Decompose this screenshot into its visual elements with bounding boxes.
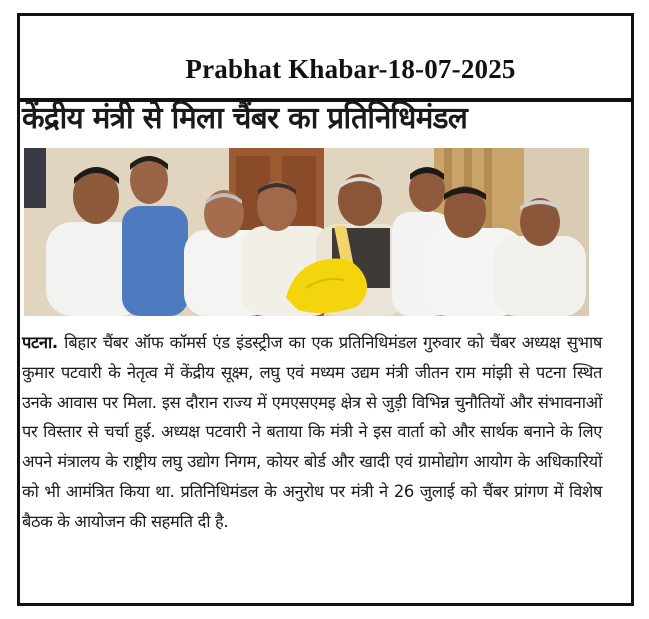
article-text: बिहार चैंबर ऑफ कॉमर्स एंड इंडस्ट्रीज का एक प्रतिनिधिमंडल गुरुवार को चैंबर अध्यक्ष सुभाष कुमार पटवारी के नेतृत्व में केंद्रीय सूक्ष्म, लघु एवं मध्यम उद्यम मंत्री जीतन राम मांझी से पटना स्थित उनके आवास पर मिला. इस दौरान राज्य में एमएसएमइ क्षेत्र से जुड़ी विभिन्न चुनौतियों और संभावनाओं पर विस्तार से चर्चा हुई. अध्यक्ष पटवारी ने बताया कि मंत्री ने इस वार्ता को और सार्थक बनाने के लिए अपने मंत्रालय के राष्ट्रीय लघु उद्योग निगम, कोयर बोर्ड और खादी एवं ग्रामोद्योग आयोग के अधिकारियों को भी आमंत्रित किया था. प्रतिनिधिमंडल के अनुरोध पर मंत्री ने 26 जुलाई को चैंबर प्रांगण में विशेष बैठक के आयोजन की सहमति दी है. (22, 333, 602, 531)
article-dateline: पटना. (22, 333, 58, 352)
wall-frame (24, 148, 46, 208)
article-headline: केंद्रीय मंत्री से मिला चैंबर का प्रतिनिधिमंडल (22, 101, 468, 136)
article-body (22, 328, 602, 537)
masthead-band (20, 16, 631, 102)
news-photo (24, 148, 589, 316)
person-8 (494, 236, 586, 316)
person-2 (122, 206, 188, 316)
group-photo-illustration (24, 148, 589, 316)
newspaper-masthead: Prabhat Khabar-18-07-2025 (185, 54, 516, 84)
